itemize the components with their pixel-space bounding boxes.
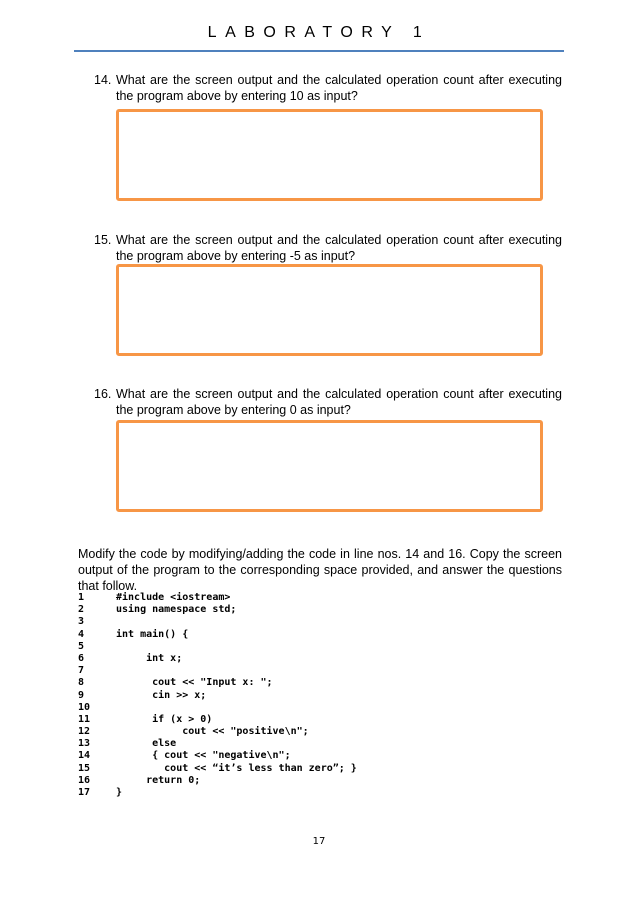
line-number: 7 [78, 665, 85, 677]
code-line [78, 592, 562, 604]
answer-box-14[interactable] [116, 109, 543, 201]
code-line [78, 604, 562, 616]
code-line [78, 653, 562, 665]
code-text: { cout << "negative\n"; [116, 750, 291, 762]
code-text: int x; [116, 652, 183, 664]
instructions-paragraph: Modify the code by modifying/adding the code in line nos. 14 and 16. Copy the screen output of the program to the corresponding space provided, and answer the questions that follow. [78, 547, 562, 593]
line-number: 3 [78, 616, 85, 628]
line-number: 8 [78, 677, 85, 689]
code-line [78, 690, 562, 702]
question-number: 15. [94, 233, 112, 247]
code-text: cout << "positive\n"; [116, 726, 309, 738]
code-line [78, 750, 562, 762]
header-divider [74, 50, 564, 52]
code-text: cout << "Input x: "; [116, 677, 273, 689]
question-text: What are the screen output and the calculated operation count after executing the program above by entering -5 as input? [116, 233, 562, 263]
code-listing [78, 592, 562, 799]
page-number: 17 [312, 836, 326, 847]
question-number: 16. [94, 387, 112, 401]
code-text: int main() { [116, 628, 189, 640]
code-line [78, 677, 562, 689]
code-line [78, 738, 562, 750]
line-number: 4 [78, 628, 85, 640]
line-number: 13 [78, 738, 91, 750]
code-line [78, 702, 562, 714]
code-line [78, 763, 562, 775]
code-line [78, 641, 562, 653]
code-line [78, 665, 562, 677]
code-text: return 0; [116, 774, 201, 786]
code-text: } [116, 787, 123, 798]
code-line [78, 714, 562, 726]
line-number: 5 [78, 640, 85, 652]
question-text: What are the screen output and the calculated operation count after executing the program above by entering 0 as input? [116, 387, 562, 417]
line-number: 2 [78, 604, 85, 616]
question-14 [94, 72, 562, 104]
code-line [78, 726, 562, 738]
line-number: 15 [78, 762, 91, 774]
code-text: #include <iostream> [116, 592, 231, 603]
code-line [78, 629, 562, 641]
answer-box-15[interactable] [116, 264, 543, 356]
line-number: 10 [78, 701, 91, 713]
code-text: if (x > 0) [116, 713, 213, 725]
line-number: 11 [78, 713, 91, 725]
line-number: 17 [78, 787, 91, 798]
question-16 [94, 386, 562, 418]
code-text: using namespace std; [116, 604, 237, 616]
code-line [78, 787, 562, 799]
code-text: cin >> x; [116, 689, 207, 701]
code-line [78, 616, 562, 628]
question-15 [94, 232, 562, 264]
code-line [78, 775, 562, 787]
line-number: 16 [78, 774, 91, 786]
code-text: cout << “it’s less than zero”; } [116, 762, 357, 774]
line-number: 6 [78, 652, 85, 664]
answer-box-16[interactable] [116, 420, 543, 512]
line-number: 1 [78, 592, 85, 603]
question-text: What are the screen output and the calculated operation count after executing the program above by entering 10 as input? [116, 73, 562, 103]
line-number: 9 [78, 689, 85, 701]
page-header-title: LABORATORY 1 [207, 24, 431, 41]
line-number: 14 [78, 750, 91, 762]
question-number: 14. [94, 73, 112, 87]
code-text: else [116, 738, 177, 750]
line-number: 12 [78, 726, 91, 738]
